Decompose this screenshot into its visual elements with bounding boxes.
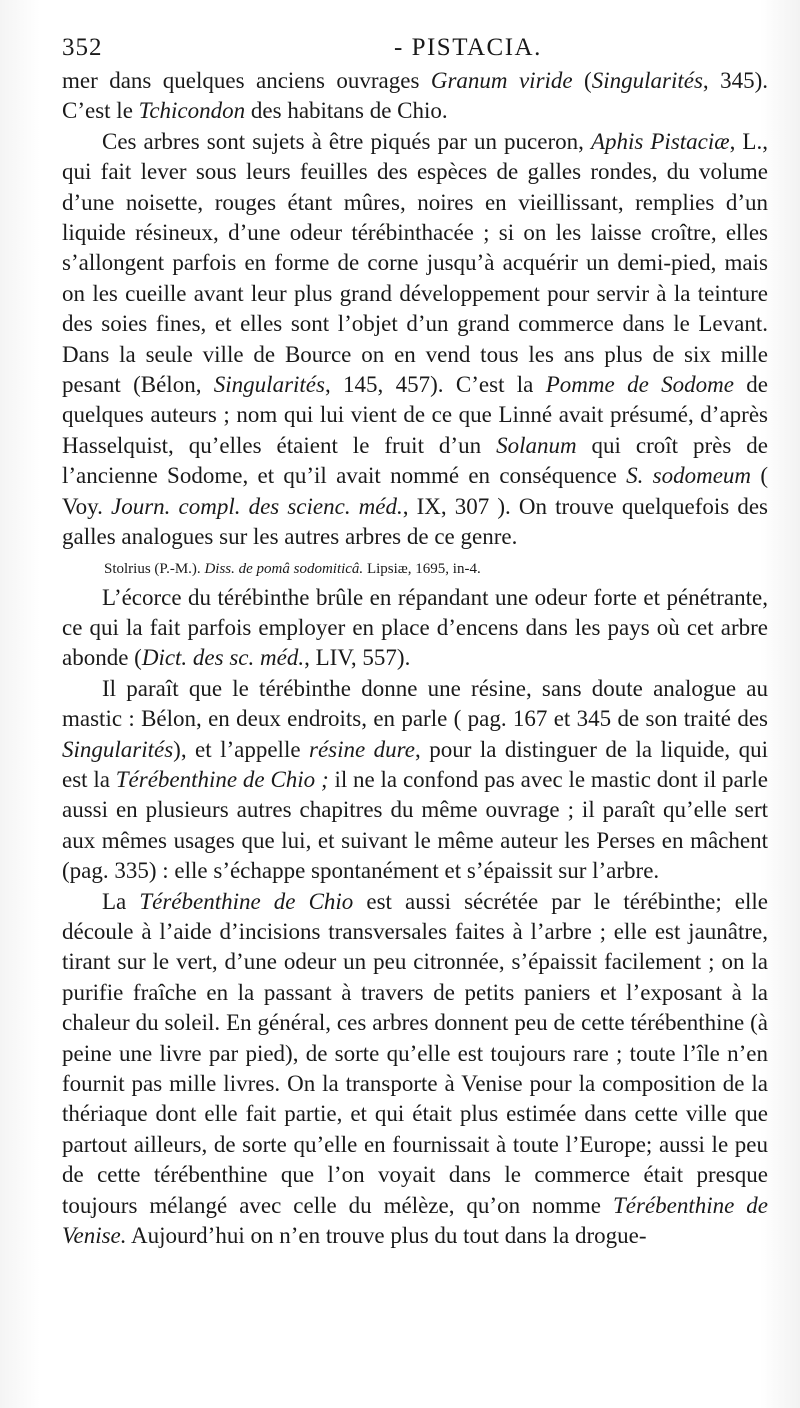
text-run: , 145, 457). C’est la [324, 372, 546, 398]
italic-run: Singularités [591, 68, 703, 93]
italic-run: Diss. de pomâ sodomiticâ. [204, 560, 364, 577]
text-run: ), et l’appelle [173, 736, 310, 762]
text-run: La [102, 888, 140, 914]
paragraph-ecorce [62, 583, 768, 674]
page-header [62, 30, 762, 66]
text-run: Aujourd’hui on n’en trouve plus du tout dans la drogue- [126, 1223, 647, 1249]
italic-run: Tchicondon [138, 98, 246, 124]
text-run: ( [572, 68, 592, 93]
text-run: , IX, 307 ). On trouve quelquefois des galles analogues sur les autres arbres de ce genre. [62, 493, 769, 550]
bibliographic-note [104, 557, 768, 581]
text-run: de quelques auteurs ; nom qui lui vient de ce que Linné avait présumé, d’après Hasselquist, qu’elles étaient le fruit d’un [62, 372, 769, 458]
running-head: - PISTACIA. [394, 34, 542, 61]
text-run: , pour la distinguer de la liquide, qui est la [62, 736, 769, 792]
text-run: Stolrius (P.-M.). [104, 560, 205, 577]
paragraph-terebenthine [62, 887, 768, 1252]
italic-run: Solanum [496, 432, 577, 458]
text-run: , L., qui fait lever sous leurs feuilles des espèces de galles rondes, du volume d’une noisette, rouges étant mûres, noires en vieillissant, remplies d’un liquide résineux, d’une odeur térébinthacée ; si on les laisse croître, elles s’allongent parfois en forme de corne jusqu’à acquérir un demi-pied, mais on les cueille avant leur plus grand développement pour servir à la teinture des soies fines, et elles sont l’objet d’un grand commerce dans le Levant. Dans la seule ville de Bource on en vend tous les ans plus de six mille pesant (Bélon, [62, 128, 768, 398]
text-run: il ne la confond pas avec le mastic dont il parle aussi en plusieurs autres chapitres du même ouvrage ; il paraît qu’elle sert aux mêmes usages que lui, et suivant le même auteur les Perses en mâchent (pag. 335) : elle s’échappe spontanément et s’épaissit sur l’arbre. [62, 766, 768, 884]
italic-run: S. sodomeum [626, 463, 752, 489]
text-run: qui croît près de l’ancienne Sodome, et qu’il avait nommé en conséquence [62, 432, 768, 489]
italic-run: Térébenthine de Chio ; [115, 766, 329, 792]
italic-run: Térébenthine de Chio [139, 888, 354, 914]
text-run: mer dans quelques anciens ouvrages [62, 68, 431, 93]
italic-run: Singularités [213, 372, 325, 398]
italic-run: Aphis Pistaciæ [590, 128, 730, 154]
text-run: Il paraît que le térébinthe donne une résine, sans doute analogue au mastic : Bélon, en deux endroits, en parle ( pag. 167 et 345 de son traité des [62, 675, 768, 732]
italic-run: Singularités [62, 736, 174, 762]
text-run: L’écorce du térébinthe brûle en répandant une odeur forte et pénétrante, ce qui la fait parfois employer en place d’encens dans les pays où cet arbre abonde ( [62, 584, 768, 671]
italic-run: Granum viride [430, 68, 573, 93]
italic-run: Pomme de Sodome [545, 372, 734, 398]
italic-run: Térébenthine de Venise. [62, 1192, 768, 1249]
text-run: Ces arbres sont sujets à être piqués par un puceron, [102, 128, 591, 154]
paragraph-resine [62, 674, 768, 887]
text-run: est aussi sécrétée par le térébinthe; elle découle à l’aide d’incisions transversales faites à l’arbre ; elle est jaunâtre, tirant sur le vert, d’une odeur un peu citronnée, s’épaissit facilement ; on la purifie fraîche en la passant à travers de petits paniers et l’exposant à la chaleur du soleil. En général, ces arbres donnent peu de cette térébenthine (à peine une livre par pied), de sorte qu’elle est toujours rare ; toute l’île n’en fournit pas mille livres. On la transporte à Venise pour la composition de la thériaque dont elle fait partie, et qui était plus estimée dans cette ville que partout ailleurs, de sorte qu’elle en fournissait à toute l’Europe; aussi le peu de cette térébenthine que l’on voyait dans le commerce était presque toujours mélangé avec celle du mélèze, qu’on nomme [62, 888, 768, 1218]
paragraph-continuation [62, 66, 768, 127]
body-text [62, 66, 768, 1251]
text-run: ( Voy. [62, 463, 768, 519]
text-run: des habitans de Chio. [245, 98, 448, 124]
paragraph-galles [62, 127, 768, 553]
text-run: , LIV, 557). [304, 645, 411, 671]
italic-run: Dict. des sc. méd. [141, 645, 305, 671]
italic-run: résine dure [309, 736, 415, 762]
italic-run: Journ. compl. des scienc. méd. [111, 493, 403, 519]
text-run: , 345). C’est le [62, 68, 769, 124]
text-run: Lipsiæ, 1695, in-4. [363, 560, 481, 577]
page-number: 352 [62, 34, 103, 61]
